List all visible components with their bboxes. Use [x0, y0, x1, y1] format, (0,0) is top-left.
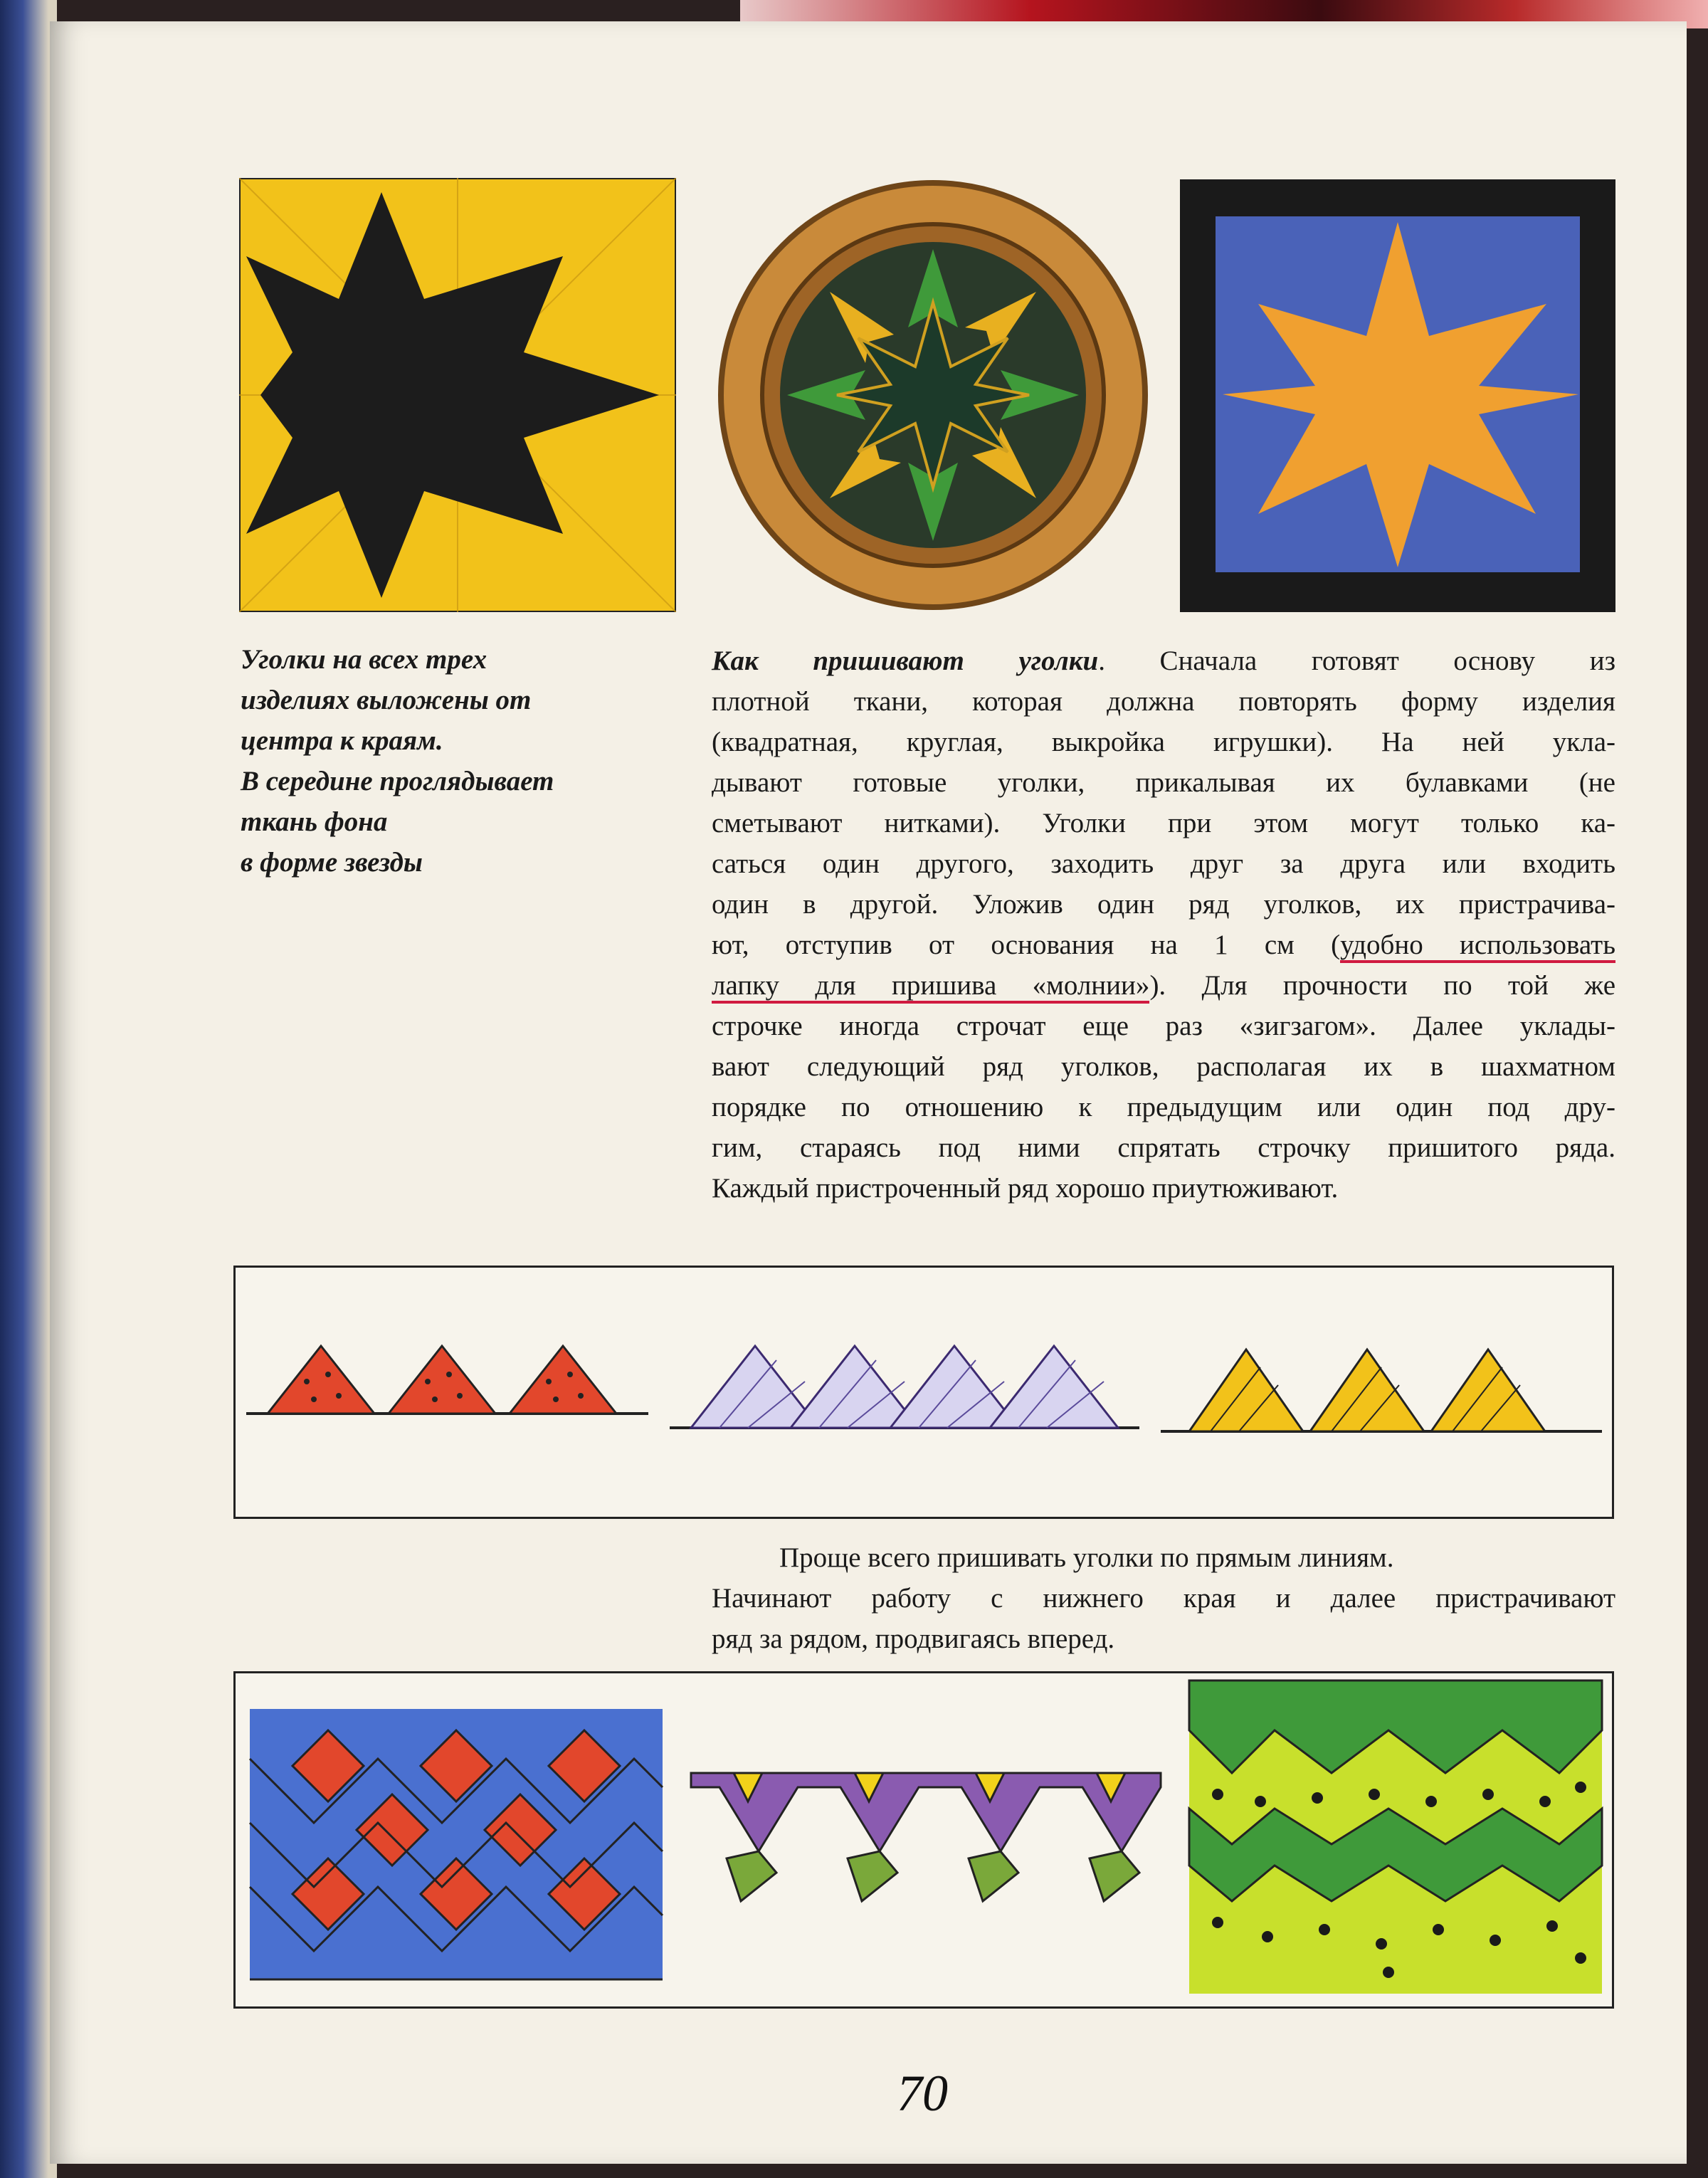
text-line: гим, стараясь под ними спрятать строчку пришитого ряда.: [712, 1132, 1615, 1163]
green-polka-zigzag-pattern: [1189, 1680, 1602, 1994]
text-line: дывают готовые уголки, прикалывая их булавками (не: [712, 767, 1615, 798]
text-line: Проще всего пришивать уголки по прямым линиям.: [779, 1542, 1394, 1573]
image-caption: [241, 639, 639, 883]
text-line: ). Для прочности по той же: [1149, 970, 1616, 1001]
text-line: . Сначала готовят основу из: [1098, 646, 1616, 676]
text-line: один в другой. Уложив один ряд уголков, их пристрачива-: [712, 889, 1615, 920]
text-line: сметывают нитками). Уголки при этом могут только ка-: [712, 808, 1615, 838]
page-number: 70: [897, 2065, 948, 2122]
purple-grid-row: [670, 1346, 1139, 1428]
caption-line: в форме звезды: [241, 847, 423, 878]
second-paragraph: [712, 1537, 1615, 1659]
text-line: саться один другого, заходить друг за друга или входить: [712, 848, 1615, 879]
caption-line: изделиях выложены от: [241, 685, 532, 715]
yellow-star-block-image: [239, 178, 676, 612]
yellow-striped-row: [1161, 1350, 1602, 1431]
red-dotted-row: [246, 1346, 648, 1414]
text-line: порядке по отношению к предыдущим или один под дру-: [712, 1092, 1615, 1122]
blue-red-scale-pattern: [250, 1709, 663, 1979]
triangle-rows-illustration: [236, 1268, 1612, 1517]
text-line: Каждый пристроченный ряд хорошо приутюживают.: [712, 1173, 1339, 1204]
text-line: Начинают работу с нижнего края и далее пристрачивают: [712, 1583, 1615, 1614]
text-line: плотной ткани, которая должна повторять форму изделия: [712, 686, 1615, 717]
underlined-text: удобно использовать: [1340, 930, 1615, 963]
round-frame-star-image: [716, 178, 1150, 612]
pattern-samples-diagram: [233, 1671, 1614, 2009]
caption-line: ткань фона: [241, 806, 388, 837]
caption-line: Уголки на всех трех: [241, 644, 487, 675]
pattern-samples-illustration: [236, 1673, 1612, 2006]
caption-line: В середине проглядывает: [241, 766, 554, 796]
text-line: вают следующий ряд уголков, располагая их в шахматном: [712, 1051, 1615, 1082]
lead-heading: Как пришивают уголки: [712, 646, 1099, 676]
text-line: ряд за рядом, продвигаясь вперед.: [712, 1624, 1115, 1654]
underlined-text: лапку для пришива «молнии»: [712, 970, 1149, 1004]
sewn-rows-diagram: [233, 1266, 1614, 1519]
caption-line: центра к краям.: [241, 725, 443, 756]
book-spine: [0, 0, 57, 2178]
blue-star-block-image: [1180, 179, 1615, 612]
text-line: ют, отступив от основания на 1 см (: [712, 930, 1341, 960]
main-paragraph: [712, 641, 1615, 1209]
text-line: строчке иногда строчат еще раз «зигзагом». Далее уклады-: [712, 1011, 1615, 1041]
purple-zigzag-pattern: [691, 1773, 1161, 1901]
text-line: (квадратная, круглая, выкройка игрушки). На ней укла-: [712, 727, 1615, 757]
